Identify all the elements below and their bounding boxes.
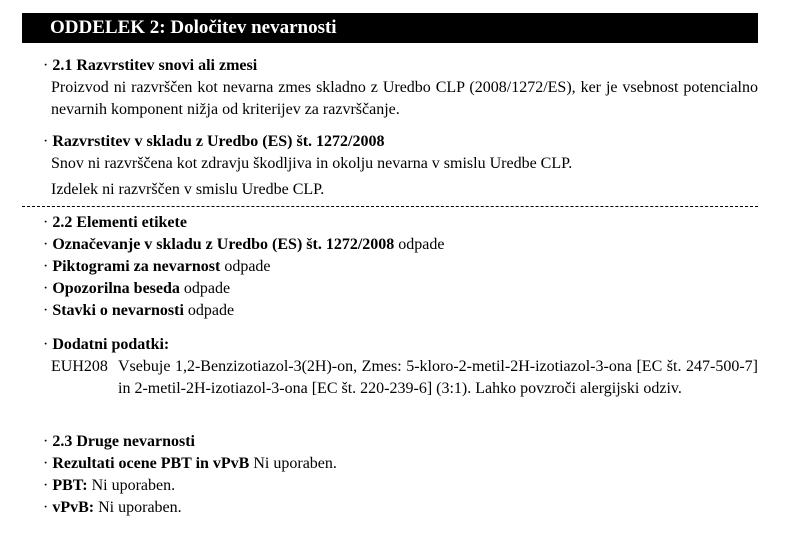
text-clp-2: Izdelek ni razvrščen v smislu Uredbe CLP. — [51, 181, 325, 198]
heading-extra: · Dodatni podatki: — [43, 336, 170, 353]
heading-clp: · Razvrstitev v skladu z Uredbo (ES) št. 1272/2008 — [43, 133, 385, 150]
section-header: ODDELEK 2: Določitev nevarnosti — [22, 13, 758, 43]
label-item: · Piktogrami za nevarnost odpade — [43, 258, 271, 275]
label-item: · Stavki o nevarnosti odpade — [43, 302, 235, 319]
hazard-item: · vPvB: Ni uporaben. — [43, 499, 182, 516]
hazard-item: · Rezultati ocene PBT in vPvB Ni uporaben. — [43, 455, 337, 472]
hazard-item: · PBT: Ni uporaben. — [43, 477, 176, 494]
euh-code: EUH208 — [51, 358, 108, 375]
text-clp-1: Snov ni razvrščena kot zdravju škodljiva in okolju nevarna v smislu Uredbe CLP. — [51, 155, 573, 172]
euh-text: Vsebuje 1,2-Benzizotiazol-3(2H)-on, Zmes: 5-kloro-2-metil-2H-izotiazol-3-ona [EC št. 247-500-7] in 2-metil-2H-izotiazol-3-ona [EC št. 220-239-6] (3:1). Lahko povzroči alergijski odziv. — [118, 358, 758, 397]
heading-2-2: · 2.2 Elementi etikete — [43, 214, 187, 231]
heading-2-1: · 2.1 Razvrstitev snovi ali zmesi — [43, 57, 258, 74]
label-item: · Označevanje v skladu z Uredbo (ES) št. 1272/2008 odpade — [43, 236, 445, 253]
text-2-1: Proizvod ni razvrščen kot nevarna zmes skladno z Uredbo CLP (2008/1272/ES), ker je vsebnost potencialno nevarnih komponent nižja od kriterijev za razvrščanje. — [51, 79, 758, 118]
label-item: · Opozorilna beseda odpade — [43, 280, 231, 297]
heading-2-3: · 2.3 Druge nevarnosti — [43, 433, 195, 450]
dashed-divider — [22, 206, 758, 207]
